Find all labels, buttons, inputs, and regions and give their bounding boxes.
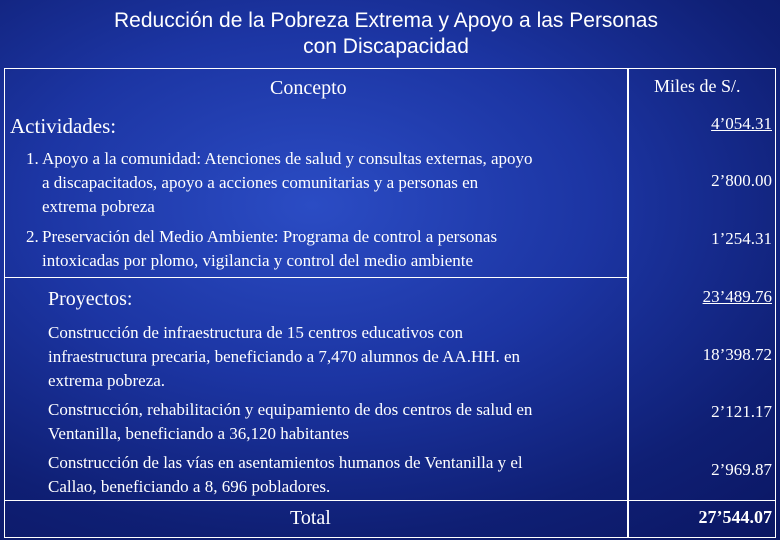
project-2-amount: 2’121.17 <box>711 402 772 421</box>
project-3-line-2: Callao, beneficiando a 8, 696 pobladores. <box>48 477 331 496</box>
total-label: Total <box>290 507 331 529</box>
slide-title <box>0 8 772 60</box>
project-2-line-1: Construcción, rehabilitación y equipamiento de dos centros de salud en <box>48 400 533 419</box>
project-2-line-2: Ventanilla, beneficiando a 36,120 habitantes <box>48 424 350 443</box>
activity-2-line-1: Preservación del Medio Ambiente: Programa de control a personas <box>42 227 498 246</box>
project-1-line-3: extrema pobreza. <box>48 371 166 390</box>
project-3-line-1: Construcción de las vías en asentamientos humanos de Ventanilla y el <box>48 453 523 472</box>
header-amount: Miles de S/. <box>654 76 741 96</box>
activity-1-line-2: a discapacitados, apoyo a acciones comunitarias y a personas en <box>42 173 479 192</box>
slide-title-line-1: Reducción de la Pobreza Extrema y Apoyo a las Personas <box>114 9 658 32</box>
activity-2-line-2: intoxicadas por plomo, vigilancia y control del medio ambiente <box>42 251 474 270</box>
projects-label: Proyectos: <box>48 288 133 310</box>
activity-1-line-3: extrema pobreza <box>42 197 155 216</box>
slide-title-line-2: con Discapacidad <box>303 35 469 58</box>
project-1-line-1: Construcción de infraestructura de 15 centros educativos con <box>48 323 463 342</box>
project-1-amount: 18’398.72 <box>702 345 772 364</box>
activity-2-amount: 1’254.31 <box>711 229 772 248</box>
activity-1-marker: 1. <box>26 149 39 168</box>
project-1-line-2: infraestructura precaria, beneficiando a 7,470 alumnos de AA.HH. en <box>48 347 521 366</box>
activities-total: 4’054.31 <box>711 114 772 133</box>
activity-2-marker: 2. <box>26 227 39 246</box>
project-3-amount: 2’969.87 <box>711 460 772 479</box>
activity-1-line-1: Apoyo a la comunidad: Atenciones de salud y consultas externas, apoyo <box>42 149 533 168</box>
header-concept: Concepto <box>270 77 347 99</box>
activity-1-amount: 2’800.00 <box>711 171 772 190</box>
total-amount: 27’544.07 <box>698 507 772 527</box>
activities-label: Actividades: <box>10 114 117 138</box>
projects-total: 23’489.76 <box>702 287 772 306</box>
